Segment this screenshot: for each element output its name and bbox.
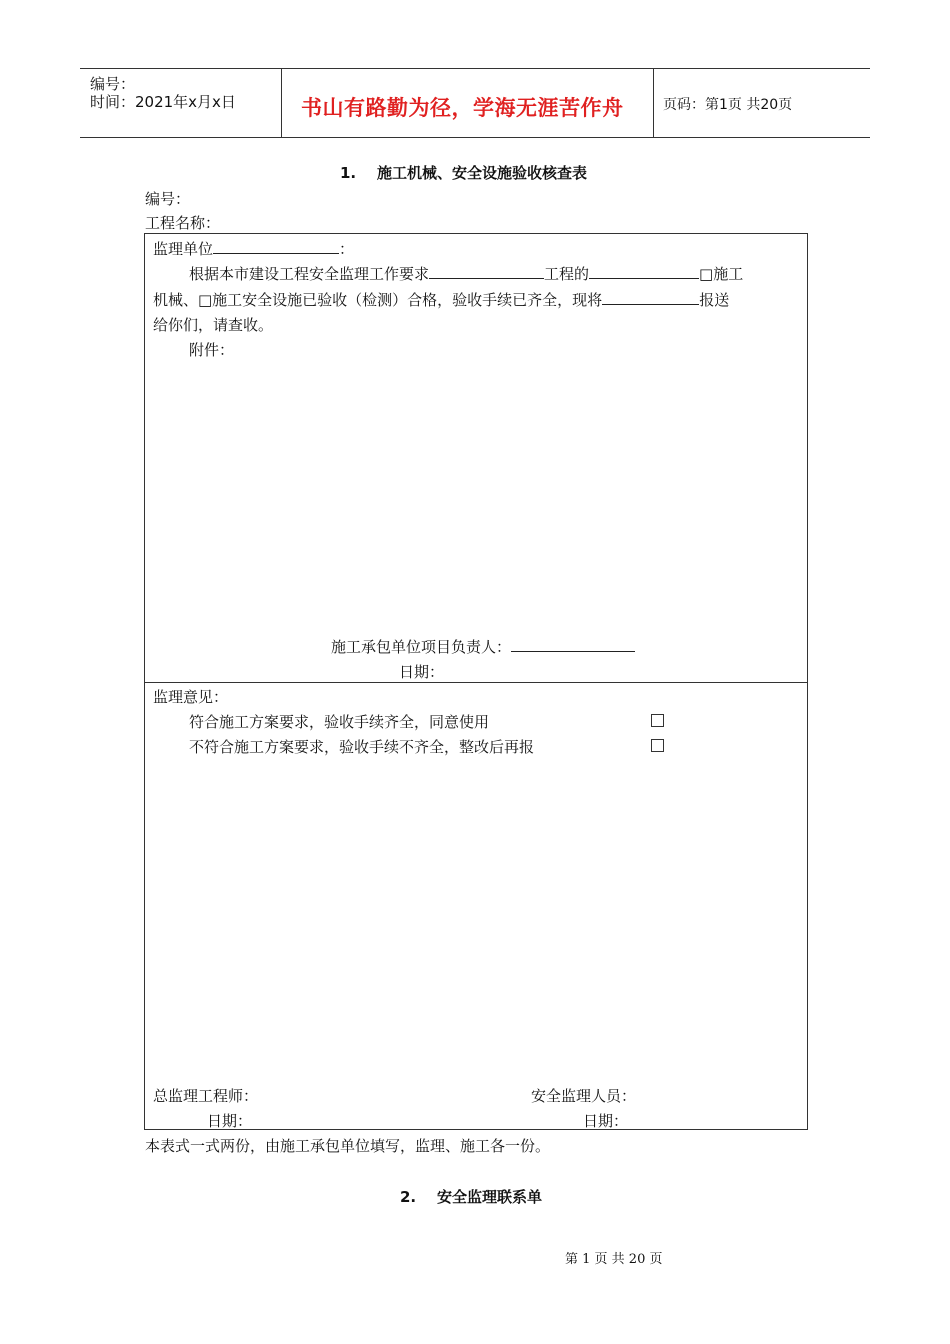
request-text-line2a: 机械、□施工安全设施已验收（检测）合格，验收手续已齐全，现将 (153, 291, 603, 309)
form-footnote: 本表式一式两份，由施工承包单位填写，监理、施工各一份。 (145, 1137, 551, 1155)
option-fail-checkbox[interactable] (651, 739, 664, 752)
request-text-part2: 工程的 (544, 265, 590, 283)
supervisor-unit-label: 监理单位 (153, 240, 214, 258)
attachment-label: 附件： (189, 341, 235, 359)
page-footer: 第 1 页 共 20 页 (565, 1252, 663, 1267)
opinion-section (144, 681, 808, 1130)
contractor-manager-label: 施工承包单位项目负责人： (331, 638, 512, 656)
option-pass-checkbox[interactable] (651, 714, 664, 727)
project-blank[interactable] (589, 265, 699, 279)
supervisor-unit-line (153, 238, 354, 259)
request-paragraph-line3: 给你们，请查收。 (153, 316, 274, 334)
section-title: 1. 施工机械、安全设施验收核查表 (340, 164, 588, 182)
page-header (80, 68, 870, 138)
request-paragraph-line2 (153, 289, 729, 310)
safety-staff-date-label: 日期： (583, 1112, 629, 1130)
chief-engineer-label: 总监理工程师： (153, 1087, 259, 1105)
project-name-label: 工程名称： (145, 214, 221, 232)
contractor-manager-blank[interactable] (511, 638, 635, 652)
report-blank[interactable] (602, 291, 699, 305)
request-text-part3: □施工 (699, 265, 744, 283)
header-page-label: 页码：第1页 共20页 (663, 97, 793, 113)
header-center-cell (281, 69, 654, 137)
request-paragraph-line1 (189, 263, 743, 284)
contractor-date-label: 日期： (399, 663, 445, 681)
request-text-line2b: 报送 (699, 291, 730, 309)
header-time-label: 时间：2021年x月x日 (90, 93, 236, 111)
request-section (144, 233, 808, 683)
header-motto: 书山有路勤为径，学海无涯苦作舟 (301, 96, 624, 120)
request-text-part1: 根据本市建设工程安全监理工作要求 (189, 265, 430, 283)
supervisor-unit-colon: ： (339, 240, 355, 258)
header-right-cell (653, 69, 870, 137)
section2-title: 2. 安全监理联系单 (400, 1188, 543, 1206)
contractor-manager-line (331, 636, 635, 657)
supervision-blank[interactable] (429, 265, 544, 279)
option-fail-text: 不符合施工方案要求，验收手续不齐全，整改后再报 (189, 738, 535, 756)
opinion-label: 监理意见： (153, 688, 229, 706)
chief-engineer-date-label: 日期： (207, 1112, 253, 1130)
option-pass-text: 符合施工方案要求，验收手续齐全，同意使用 (189, 713, 490, 731)
supervisor-unit-blank[interactable] (213, 240, 339, 254)
header-left-cell (80, 69, 282, 137)
header-number-label: 编号： (90, 75, 136, 93)
form-number-label: 编号： (145, 190, 191, 208)
safety-staff-label: 安全监理人员： (531, 1087, 637, 1105)
